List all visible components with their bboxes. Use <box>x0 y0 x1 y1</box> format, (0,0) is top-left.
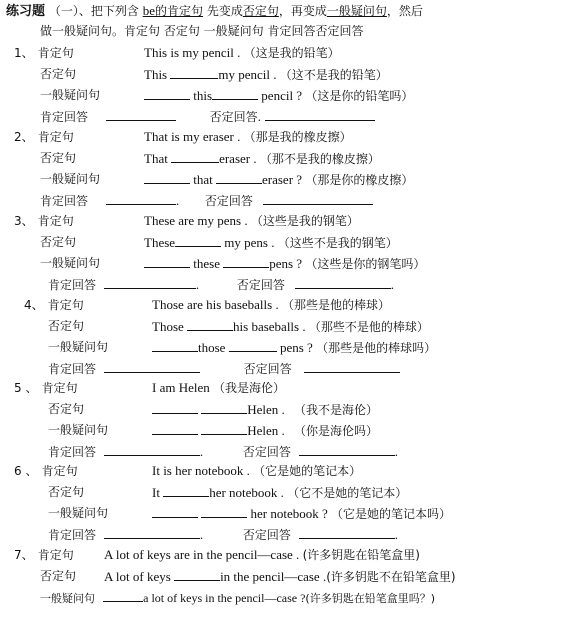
label-affirmative: 肯定句 <box>37 130 74 144</box>
item-6-q-sentence <box>152 505 451 522</box>
answer-blank[interactable] <box>104 360 200 373</box>
instruction-mid1: 先变成 <box>206 4 243 18</box>
item-4-affirmative <box>24 297 84 314</box>
translation: （那是我的橡皮擦） <box>243 130 352 144</box>
label-yes: 肯定回答 <box>48 528 97 542</box>
item-number: 2、 <box>14 130 34 144</box>
item-7-neg-label: 否定句 <box>40 569 77 583</box>
answer-blank[interactable] <box>104 526 200 539</box>
item-4-neg-label: 否定句 <box>48 319 85 333</box>
item-7-aff-sentence <box>104 547 420 563</box>
sentence-end: my pencil . <box>218 67 277 82</box>
translation: （它不是她的笔记本） <box>287 486 408 500</box>
item-number: 5 、 <box>14 381 38 395</box>
answer-blank[interactable] <box>299 526 395 539</box>
translation: （它是她的笔记本） <box>253 464 362 478</box>
answer-blank[interactable] <box>299 443 395 456</box>
answer-blank[interactable] <box>201 401 247 414</box>
sentence-end: my pens . <box>224 235 275 250</box>
item-6-q-label: 一般疑问句 <box>48 506 109 520</box>
sentence: This is my pencil . <box>144 45 241 60</box>
item-1-answers: 肯定回答 否定回答. <box>40 108 375 125</box>
sentence-end: her notebook . <box>209 485 284 500</box>
worksheet-title: 练习题 <box>6 4 46 19</box>
answer-blank[interactable] <box>175 234 221 247</box>
answer-blank[interactable] <box>106 192 176 205</box>
instruction-part: （一）、把下列含 <box>48 4 139 18</box>
label-yes: 肯定回答 <box>40 194 89 208</box>
translation: （这是你的铅笔吗） <box>305 89 414 103</box>
instruction-mid2: ，再变成 <box>278 4 327 18</box>
item-6-affirmative <box>14 463 78 480</box>
item-1-q-sentence <box>144 87 413 104</box>
answer-blank[interactable] <box>152 339 198 352</box>
item-7-affirmative <box>14 547 74 564</box>
label-affirmative: 肯定句 <box>37 46 74 60</box>
instruction-be: be <box>142 3 155 18</box>
sentence-mid: these <box>193 256 220 271</box>
sentence-end: Helen . <box>247 423 285 438</box>
item-1-affirmative <box>14 45 74 62</box>
item-number: 4、 <box>24 298 44 312</box>
answer-blank[interactable] <box>104 276 196 289</box>
translation: （我不是海伦） <box>294 403 379 417</box>
translation: (许多钥匙在铅笔盒里) <box>302 548 420 562</box>
answer-blank[interactable] <box>144 255 190 268</box>
sentence: a lot of keys in the pencil—case ? <box>143 591 306 605</box>
item-6-neg-sentence <box>152 484 407 501</box>
item-number: 1、 <box>14 46 34 60</box>
sentence-end: pencil ? <box>261 88 303 103</box>
translation: (许多钥匙在铅笔盒里吗？) <box>305 592 436 605</box>
item-5-q-label: 一般疑问句 <box>48 423 109 437</box>
sentence: Those are his baseballs . <box>152 297 279 312</box>
sentence-start: This <box>144 67 171 82</box>
instruction-de: 的 <box>154 4 167 18</box>
label-affirmative: 肯定句 <box>47 298 84 312</box>
instruction-line-1 <box>6 3 423 20</box>
translation: （那是你的橡皮擦） <box>305 173 414 187</box>
item-3-answers: 肯定回答 . 否定回答 . <box>48 277 395 292</box>
answer-blank[interactable] <box>229 339 277 352</box>
item-6-neg-label: 否定句 <box>48 485 85 499</box>
answer-blank[interactable] <box>163 484 209 497</box>
sentence-mid: those <box>198 340 226 355</box>
item-5-answers: 肯定回答 . 否定回答 . <box>48 444 399 459</box>
item-number: 6 、 <box>14 464 38 478</box>
label-yes: 肯定回答 <box>40 110 89 124</box>
label-no: 否定回答 <box>209 110 258 124</box>
answer-blank[interactable] <box>263 192 373 205</box>
translation: （这些不是我的钢笔） <box>277 236 398 250</box>
answer-blank[interactable] <box>201 422 247 435</box>
sentence-start: It <box>152 485 164 500</box>
label-no: 否定回答 <box>242 445 291 459</box>
sentence: It is her notebook . <box>152 463 250 478</box>
answer-blank[interactable] <box>170 66 218 79</box>
item-3-aff-sentence <box>144 213 359 229</box>
item-3-neg-label: 否定句 <box>40 235 77 249</box>
item-2-affirmative <box>14 129 74 146</box>
answer-blank[interactable] <box>295 276 391 289</box>
item-3-q-sentence <box>144 255 425 272</box>
label-yes: 肯定回答 <box>48 278 97 292</box>
sentence-start: These <box>144 235 176 250</box>
label-no: 否定回答 <box>204 194 253 208</box>
item-5-neg-sentence <box>152 401 378 418</box>
answer-blank[interactable] <box>152 505 198 518</box>
label-affirmative: 肯定句 <box>37 214 74 228</box>
item-3-q-label: 一般疑问句 <box>40 256 101 270</box>
label-no: 否定回答 <box>242 528 291 542</box>
item-5-neg-label: 否定句 <box>48 402 85 416</box>
answer-blank[interactable] <box>106 108 176 121</box>
item-1-neg-label: 否定句 <box>40 67 77 81</box>
item-2-q-sentence <box>144 171 413 188</box>
sentence: These are my pens . <box>144 213 248 228</box>
instruction-line-2 <box>40 23 363 39</box>
sentence: That is my eraser . <box>144 129 241 144</box>
instruction-line-2a: 做一般疑问句。肯定句 否定句 一般疑问句 <box>40 24 268 38</box>
sentence-start: That <box>144 151 172 166</box>
answer-blank[interactable] <box>144 87 190 100</box>
item-4-answers <box>48 360 400 377</box>
sentence-end: eraser . <box>219 151 257 166</box>
translation: （我是海伦） <box>213 381 286 395</box>
item-6-answers: 肯定回答 . 否定回答 . <box>48 527 399 542</box>
translation: （它是她的笔记本吗） <box>331 507 452 521</box>
label-yes: 肯定回答 <box>48 362 97 376</box>
answer-blank[interactable] <box>103 589 143 602</box>
label-affirmative: 肯定句 <box>37 548 74 562</box>
item-6-aff-sentence <box>152 463 361 479</box>
instruction-question: 一般疑问句 <box>326 4 387 18</box>
sentence-end: eraser ? <box>262 172 303 187</box>
item-2-neg-label: 否定句 <box>40 151 77 165</box>
instruction-tail: ，然后 <box>386 4 423 18</box>
label-yes: 肯定回答 <box>48 445 97 459</box>
item-2-answers: 肯定回答 . 否定回答 <box>40 192 373 209</box>
answer-blank[interactable] <box>171 150 219 163</box>
item-1-q-label: 一般疑问句 <box>40 88 101 102</box>
instruction-line-2b: 肯定回答否定回答 <box>267 24 364 38</box>
sentence: I am Helen <box>152 380 210 395</box>
translation: （那不是我的橡皮擦） <box>259 152 380 166</box>
item-7-neg-sentence <box>104 568 456 585</box>
item-number: 7、 <box>14 548 34 562</box>
sentence-mid: that <box>193 172 213 187</box>
sentence-start: Those <box>152 319 188 334</box>
answer-blank[interactable] <box>152 422 198 435</box>
translation: （那些不是他的棒球） <box>308 320 429 334</box>
sentence-end: in the pencil—case . <box>220 569 327 584</box>
item-1-neg-sentence <box>144 66 388 83</box>
translation: （那些是他的棒球吗） <box>316 341 437 355</box>
item-number: 3、 <box>14 214 34 228</box>
sentence-end: pens ? <box>279 340 313 355</box>
answer-blank[interactable] <box>152 401 198 414</box>
label-affirmative: 肯定句 <box>41 464 78 478</box>
sentence-mid: this <box>193 88 213 103</box>
sentence-end: pens ? <box>269 256 303 271</box>
label-question: 一般疑问句 <box>40 592 95 605</box>
instruction-affirmative: 肯定句 <box>166 4 203 18</box>
translation: (许多钥匙不在铅笔盒里) <box>326 570 456 584</box>
sentence-end: her notebook ? <box>250 506 328 521</box>
answer-blank[interactable] <box>216 171 262 184</box>
answer-blank[interactable] <box>187 318 233 331</box>
answer-blank[interactable] <box>144 171 190 184</box>
item-3-affirmative <box>14 213 74 230</box>
answer-blank[interactable] <box>104 443 200 456</box>
label-no: 否定回答 <box>236 278 285 292</box>
answer-blank[interactable] <box>201 505 247 518</box>
answer-blank[interactable] <box>265 108 375 121</box>
item-3-neg-sentence <box>144 234 398 251</box>
item-5-q-sentence <box>152 422 378 439</box>
instruction-negative: 否定句 <box>242 4 279 18</box>
translation: （这些是你的钢笔吗） <box>305 257 426 271</box>
item-4-neg-sentence <box>152 318 429 335</box>
item-4-q-label: 一般疑问句 <box>48 340 109 354</box>
item-4-q-sentence <box>152 339 436 356</box>
sentence-end: Helen . <box>247 402 285 417</box>
sentence-start: A lot of keys <box>104 569 175 584</box>
answer-blank[interactable] <box>174 568 220 581</box>
answer-blank[interactable] <box>212 87 258 100</box>
sentence-end: his baseballs . <box>233 319 306 334</box>
item-5-aff-sentence <box>152 380 285 396</box>
translation: （那些是他的棒球） <box>281 298 390 312</box>
item-2-q-label: 一般疑问句 <box>40 172 101 186</box>
translation: （这不是我的铅笔） <box>279 68 388 82</box>
translation: （你是海伦吗） <box>294 424 379 438</box>
translation: （这是我的铅笔） <box>243 46 340 60</box>
item-2-aff-sentence <box>144 129 352 145</box>
label-affirmative: 肯定句 <box>41 381 78 395</box>
item-2-neg-sentence <box>144 150 380 167</box>
sentence: A lot of keys are in the pencil—case . <box>104 547 300 562</box>
item-1-aff-sentence <box>144 45 340 61</box>
item-7-q-line <box>40 589 435 607</box>
translation: （这些是我的钢笔） <box>250 214 359 228</box>
answer-blank[interactable] <box>223 255 269 268</box>
label-no: 否定回答 <box>243 362 292 376</box>
answer-blank[interactable] <box>304 360 400 373</box>
item-5-affirmative <box>14 380 78 397</box>
item-4-aff-sentence <box>152 297 390 313</box>
